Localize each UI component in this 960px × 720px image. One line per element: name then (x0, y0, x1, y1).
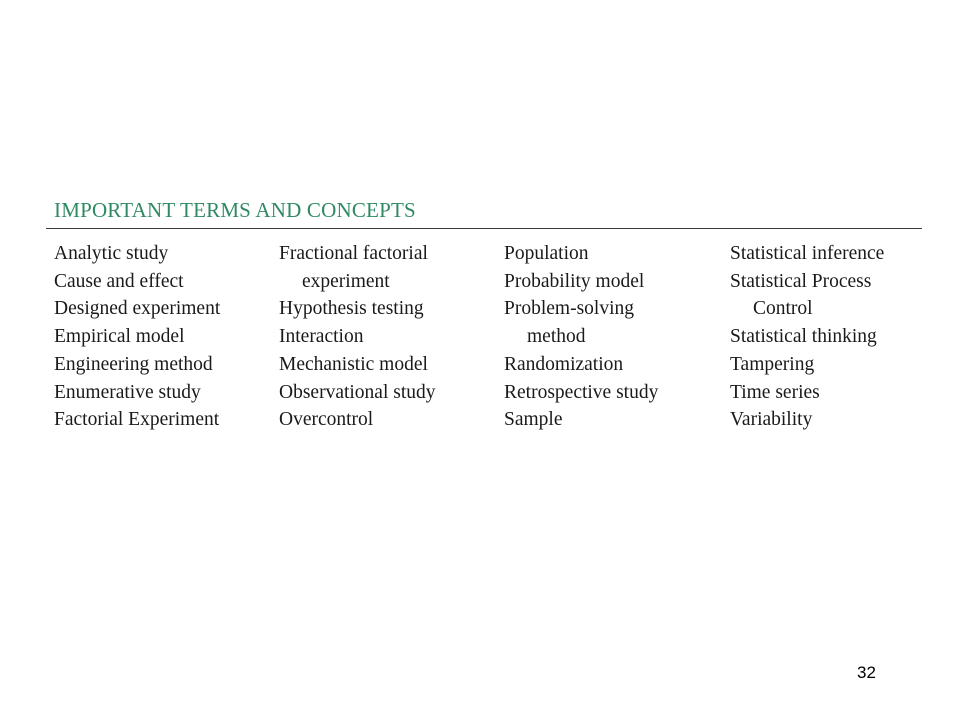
term-item: Variability (730, 409, 813, 431)
term-item-continuation: experiment (302, 270, 390, 292)
term-item: Time series (730, 381, 820, 403)
term-item: Sample (504, 409, 563, 431)
term-item: Statistical inference (730, 243, 885, 264)
term-item: Designed experiment (54, 298, 221, 320)
terms-column-2 (279, 240, 436, 434)
heading-divider (46, 228, 922, 229)
term-item: Engineering method (54, 353, 213, 375)
term-item: Hypothesis testing (279, 298, 424, 320)
term-item: Interaction (279, 326, 364, 348)
term-item: Retrospective study (504, 381, 659, 403)
term-item: Empirical model (54, 326, 185, 348)
term-item-continuation: method (527, 326, 586, 348)
term-item: Probability model (504, 270, 645, 292)
term-item: Population (504, 243, 589, 264)
page-number: 32 (857, 663, 876, 682)
term-item: Analytic study (54, 243, 169, 264)
term-item: Statistical Process (730, 270, 872, 292)
term-item: Fractional factorial (279, 243, 428, 264)
section-heading: IMPORTANT TERMS AND CONCEPTS (54, 198, 416, 222)
terms-column-3 (504, 240, 658, 434)
terms-column-1 (54, 240, 220, 434)
term-item: Enumerative study (54, 381, 201, 403)
term-item: Tampering (730, 353, 815, 375)
term-item: Observational study (279, 381, 436, 403)
terms-column-4 (730, 240, 884, 434)
term-item-continuation: Control (753, 298, 813, 320)
term-item: Mechanistic model (279, 353, 428, 375)
term-item: Problem-solving (504, 298, 634, 320)
term-item: Overcontrol (279, 409, 374, 431)
term-item: Statistical thinking (730, 326, 877, 348)
term-item: Randomization (504, 353, 624, 375)
term-item: Cause and effect (54, 270, 184, 292)
term-item: Factorial Experiment (54, 409, 220, 431)
